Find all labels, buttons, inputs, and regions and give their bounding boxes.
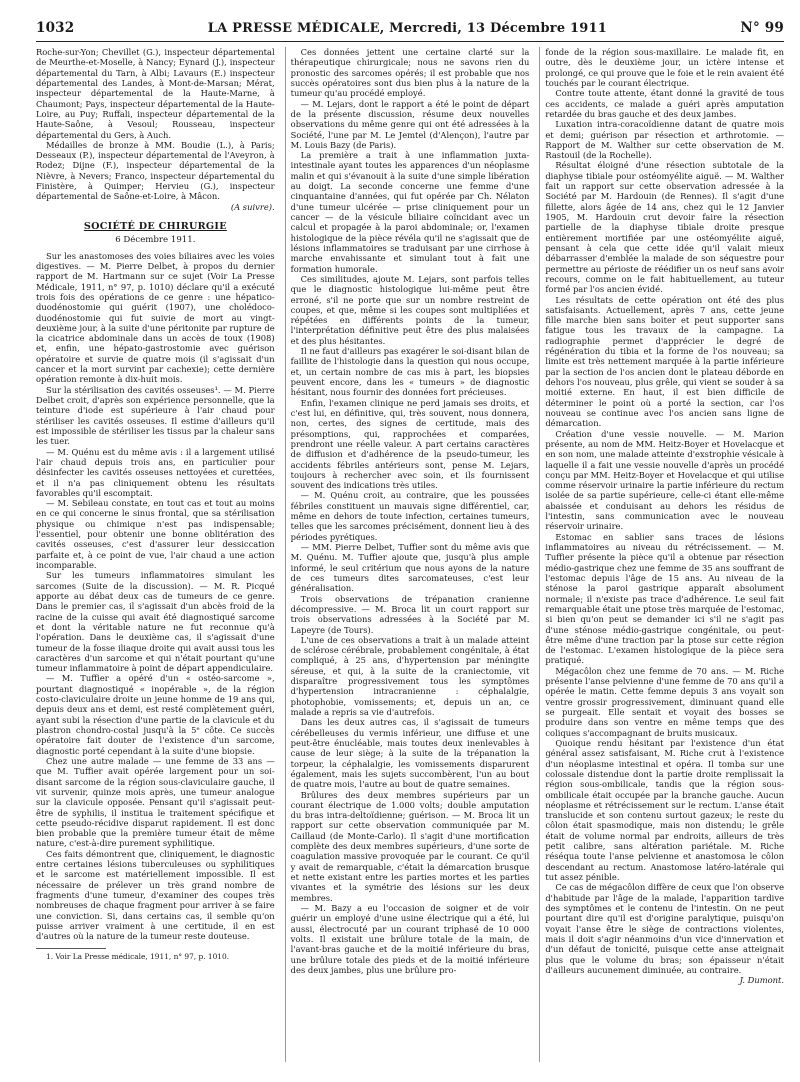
paragraph: fonde de la région sous-maxillaire. Le malade fit, en outre, dès le deuxième jour, un ictère intense et prolongé, ce qui prouve que le foie et le rein avaient été touchés par le courant électrique. — [545, 47, 784, 88]
paragraph: La première a trait à une inflammation juxta-intestinale ayant toutes les apparences d'un néoplasme malin et qui s'évanouit à la suite d'une simple libération au doigt. La seconde concerne une femme d'une cinquantaine d'années, qui fut opérée par Ch. Nélaton d'une tumeur ulcérée — prise cliniquement pour un cancer — de la vésicule biliaire coïncidant avec un calcul et propagée à la paroi abdominale; or, l'examen histologique de la pièce révéla qu'il ne s'agissait que de lésions inflammatoires se traduisant par une cirrhose à marche envahissante et simulant tout à fait une formation humorale. — [290, 150, 530, 274]
paragraph: Roche-sur-Yon; Chevillet (G.), inspecteur départemental de Meurthe-et-Moselle, à Nancy; Eynard (J.), inspecteur départemental du Tarn, à Albi; Lavaurs (E.) inspecteur départemental des Landes, à Mont-de-Marsan; Mérat, inspecteur départemental de la Haute-Marne, à Chaumont; Pays, inspecteur départemental de la Haute-Loire, au Puy; Ruffali, inspecteur départemental de la Haute-Saône, à Vesoul; Rousseau, inspecteur départemental du Gers, à Auch. — [36, 47, 275, 140]
footnote: 1. Voir La Presse médicale, 1911, n° 97, p. 1010. — [46, 951, 230, 961]
paragraph: — M. Lejars, dont le rapport a été le point de départ de la présente discussion, résume deux nouvelles observations du même genre qui ont été adressées à la Société, l'une par M. Le Jemtel (d'Alençon), l'autre par M. Louis Bazy (de Paris). — [290, 98, 530, 150]
column-3 — [539, 47, 784, 1062]
paragraph: Ces similitudes, ajoute M. Lejars, sont parfois telles que le diagnostic histologique lui-même peut être erroné, s'il ne porte que sur un nombre restreint de coupes, et que, même si les coupes sont multipliées et répétées en différents points de la tumeur, l'interprétation définitive peut être des plus malaisées et des plus hésitantes. — [290, 273, 530, 346]
paragraph: — M. Tuffier a opéré d'un « ostéo-sarcome », pourtant diagnostiqué « inopérable », de la région costo-claviculaire droite un jeune homme de 19 ans qui, depuis deux ans et demi, est resté complètement guéri, ayant subi la résection d'une partie de la clavicule et du plastron chondro-costal jusqu'à la 5ᵉ côte. Ce succès opératoire fait douter de l'existence d'un sarcome, diagnostic porté cependant à la suite d'une biopsie. — [36, 673, 275, 756]
paragraph: Il ne faut d'ailleurs pas exagérer le soi-disant bilan de faillite de l'histologie dans la question qui nous occupe, et, un certain nombre de cas mis à part, les biopsies peuvent encore, dans les « tumeurs » de diagnostic hésitant, nous fournir des données fort précieuses. — [290, 346, 530, 398]
paragraph: Création d'une vessie nouvelle. — M. Marion présente, au nom de MM. Heitz-Boyer et Hovelacque et en son nom, une malade atteinte d'exstrophie vésicale à laquelle il a fait une vessie nouvelle d'après un procédé conçu par MM. Heitz-Boyer et Hovelacque et qui utilise comme réservoir urinaire la partie inférieure du rectum isolée de sa partie supérieure, celle-ci étant elle-même abaissée et conduisant au dehors les résidus de l'intestin, sans communication avec le nouveau réservoir urinaire. — [545, 428, 784, 532]
footnote-rule — [36, 948, 106, 949]
paragraph: Sur la stérilisation des cavités osseuses¹. — M. Pierre Delbet croit, d'après son expérience personnelle, que la teinture d'iode est supérieure à l'air chaud pour stériliser les cavités osseuses. Il estime d'ailleurs qu'il est impossible de stériliser les tissus par la chaleur sans les tuer. — [36, 384, 275, 447]
paragraph: Les résultats de cette opération ont été des plus satisfaisants. Actuellement, après 7 ans, cette jeune fille marche bien sans boiter et peut supporter sans fatigue tous les travaux de la campagne. La radiographie permet d'apprécier le degré de régénération du tibia et la forme de l'os nouveau; sa limite est très nettement marquée à la partie inférieure par la section de l'os ancien dont le plateau déborde en dehors l'os nouveau, plus grêle, qui vient se souder à sa moitié externe. En haut, il est bien difficile de déterminer le point où a porté la section, car l'os nouveau se continue avec l'os ancien sans ligne de démarcation. — [545, 294, 784, 429]
paragraph: Ces données jettent une certaine clarté sur la thérapeutique chirurgicale; nous ne savons rien du pronostic des sarcomes opérés; il est probable que nos succès opératoires sont dus bien plus à la nature de la tumeur qu'au procédé employé. — [290, 47, 530, 99]
paragraph: Résultat éloigné d'une résection subtotale de la diaphyse tibiale pour ostéomyélite aiguë. — M. Walther fait un rapport sur cette observation adressée à la Société par M. Hardouin (de Rennes). Il s'agit d'une fillette, alors âgée de 14 ans, chez qui le 12 Janvier 1905, M. Hardouin crut devoir faire la résection partielle de la diaphyse tibiale droite presque entièrement mortifiée par une ostéomyélite aiguë, pensant à cela que cette idée qu'il valait mieux débarrasser d'emblée la malade de son séquestre pour permettre au périoste de réédifier un os neuf sans avoir recours, comme on le fait habituellement, au tuteur formé par l'os ancien évidé. — [545, 160, 784, 295]
paragraph: Chez une autre malade — une femme de 33 ans — que M. Tuffier avait opérée largement pour un soi-disant sarcome de la région sous-claviculaire gauche, il vit survenir, quinze mois après, une tumeur analogue sur la clavicule opposée. Pensant qu'il s'agissait peut-être de syphilis, il institua le traitement spécifique et cette pseudo-récidive disparut rapidement. Il est donc bien probable que la première tumeur était de même nature, c'est-à-dire purement syphilitique. — [36, 755, 275, 849]
paragraph: — M. Sebileau constate, en tout cas et tout au moins en ce qui concerne le sinus frontal, que sa stérilisation physique ou chimique n'est pas indispensable; l'essentiel, pour obtenir une bonne oblitération des cavités osseuses, c'est d'assurer leur dessiccation parfaite et, à ce point de vue, l'air chaud a une action incomparable. — [36, 498, 275, 570]
paragraph: — M. Quénu est du même avis : il a largement utilisé l'air chaud depuis trois ans, en particulier pour désinfecter les cavités osseuses nettoyées et curettées, et il n'a pas cliniquement obtenu les résultats favorables qu'il escomptait. — [36, 446, 275, 498]
paragraph: Estomac en sablier sans traces de lésions inflammatoires au niveau du rétrécissement. — M. Tuffier présente la pièce qu'il a obtenue par résection médio-gastrique chez une femme de 35 ans souffrant de l'estomac depuis l'âge de 15 ans. Au niveau de la sténose la paroi gastrique apparaît absolument normale; il n'existe pas trace d'adhérence. Le seul fait remarquable était une ptose très marquée de l'estomac, si bien qu'on peut se demander ici s'il ne s'agit pas d'une sténose médio-gastrique congénitale, ou peut-être même d'une traction par la ptose sur cette région de l'estomac. L'examen histologique de la pièce sera pratiqué. — [545, 531, 784, 666]
page-number: 1032 — [36, 20, 75, 36]
paragraph: Contre toute attente, étant donné la gravité de tous ces accidents, ce malade a guéri après amputation retardée du bras gauche et des deux jambes. — [545, 88, 784, 119]
paragraph: Quoique rendu hésitant par l'existence d'un état général assez satisfaisant, M. Riche crut à l'existence d'un néoplasme intestinal et opéra. Il tomba sur une colossale distendue dont la partie droite remplissait la région sous-ombilicale, tandis que la région sous-ombilicale était occupée par la branche gauche. Aucun néoplasme et rétrécissement sur le rectum. L'anse était translucide et son contenu surtout gazeux; le reste du côlon était spasmodique, mais non distendu; le grêle était de volume normal par endroits, ailleurs de très petit calibre, sans altération pariétale. M. Riche réséqua toute l'anse pelvienne et anastomosa le côlon descendant au rectum. Anastomose latéro-latérale qui tut assez pénible. — [545, 737, 784, 882]
paragraph: Sur les anastomoses des voies biliaires avec les voies digestives. — M. Pierre Delbet, à propos du dernier rapport de M. Hartmann sur ce sujet (Voir La Presse Médicale, 1911, n° 97, p. 1010) déclare qu'il a exécuté trois fois des opérations de ce genre : une hépatico-duodénostomie qui guérit (1907), une cholédoco-duodénostomie qui fut suivie de mort au vingt-deuxième jour, à la suite d'une péritonite par rupture de la cicatrice abdominale dans un accès de toux (1908) et, enfin, une hépato-gastrostomie avec guérison opératoire et survie de quatre mois (il s'agissait d'un cancer et la mort survint par cachexie); cette dernière opération remonte à dix-huit mois. — [36, 250, 275, 385]
newspaper-page — [36, 20, 784, 1072]
paragraph: Luxation intra-coracoïdienne datant de quatre mois et demi; guérison par résection et arthrotomie. — Rapport de M. Walther sur cette observation de M. Rastouil (de la Rochelle). — [545, 119, 784, 161]
column-2 — [285, 47, 530, 1062]
paragraph: Mégacôlon chez une femme de 70 ans. — M. Riche présente l'anse pelvienne d'une femme de 70 ans qu'il a opérée le matin. Cette femme depuis 3 ans voyait son ventre grossir progressivement, diminuant quand elle se purgeait. Elle sentait et voyait des bosses se produire dans son ventre en même temps que des coliques s'accompagnant de bruits musicaux. — [545, 665, 784, 738]
paragraph: Trois observations de trépanation cranienne décompressive. — M. Broca lit un court rapport sur trois observations adressées à la Société par M. Lapeyre (de Tours). — [290, 593, 530, 635]
text-columns — [36, 47, 784, 1062]
paragraph: Brûlures des deux membres supérieurs par un courant électrique de 1.000 volts; double amputation du bras intra-deltoïdienne; guérison. — M. Broca lit un rapport sur cette observation communiquée par M. Caillaud (de Monte-Carlo). Il s'agit d'une mortification complète des deux membres supérieurs, d'une sorte de coagulation massive provoquée par le courant. Ce qu'il y avait de remarquable, c'était la démarcation brusque et nette existant entre les parties mortes et les parties vivantes et la symétrie des lésions sur les deux membres. — [290, 789, 530, 903]
paragraph: — M. Bazy a eu l'occasion de soigner et de voir guérir un employé d'une usine électrique qui a été, lui aussi, électrocuté par un courant triphasé de 10 000 volts. Il existait une brûlure totale de la main, de l'avant-bras gauche et de la moitié inférieure du bras, une brûlure totale des pieds et de la moitié inférieure des deux jambes, plus une brûlure pro- — [290, 902, 530, 975]
paragraph: Sur les tumeurs inflammatoires simulant les sarcomes (Suite de la discussion). — M. R. Picqué apporte au débat deux cas de tumeurs de ce genre. Dans le premier cas, il s'agissait d'un abcès froid de la racine de la cuisse qui avait été diagnostiqué sarcome et dont la véritable nature ne fut reconnue qu'à l'opération. Dans le deuxième cas, il s'agissait d'une tumeur de la fosse iliaque droite qui avait aussi tous les caractères d'un sarcome et qui n'était pourtant qu'une tumeur inflammatoire à point de départ appendiculaire. — [36, 570, 275, 674]
page-header — [36, 20, 784, 42]
paragraph: L'une de ces observations a trait à un malade atteint de sclérose cérébrale, probablement congénitale, à état compliqué, à 25 ans, d'hypertension par méningite séreuse, et qui, à la suite de la craniectomie, vit disparaître progressivement tous les symptômes d'hypertension intracranienne : céphalalgie, photophobie, vomissements; et, depuis un an, ce malade a repris sa vie d'autrefois. — [290, 634, 530, 717]
issue-number: N° 99 — [740, 20, 784, 36]
section-title: SOCIÉTÉ DE CHIRURGIE — [83, 221, 227, 232]
column-1 — [36, 47, 275, 1062]
journal-title: LA PRESSE MÉDICALE, Mercredi, 13 Décembre 1911 — [207, 21, 607, 36]
to-be-continued: (A suivre). — [230, 201, 275, 212]
paragraph: Dans les deux autres cas, il s'agissait de tumeurs cérébelleuses du vermis inférieur, une diffuse et une peut-être énucléable, mais toutes deux inenlevables à cause de leur siège; à la suite de la trépanation la torpeur, la céphalalgie, les vomissements disparurent également, mais les sujets succombèrent, l'un au bout de quatre mois, l'autre au bout de quatre semaines. — [290, 717, 530, 790]
paragraph: Médailles de bronze à MM. Boudie (L.), à Paris; Desseaux (P.), inspecteur départemental de l'Aveyron, à Rodez; Dijne (F.), inspecteur départemental de la Nièvre, à Nevers; Franco, inspecteur départemental du Finistère, à Quimper; Hervieu (G.), inspecteur départemental de Saône-et-Loire, à Mâcon. — [36, 139, 275, 202]
section-date: 6 Décembre 1911. — [115, 235, 196, 246]
paragraph: Enfin, l'examen clinique ne perd jamais ses droits, et c'est lui, en définitive, qui, très souvent, nous donnera, non, certes, des signes de certitude, mais des présomptions, qui, rapprochées et comparées, prendront une réelle valeur. A part certains caractères de diffusion et d'adhérence de la pseudo-tumeur, les accidents fébriles antérieurs sont, pense M. Lejars, toujours à rechercher avec soin, et ils fournissent souvent des indications très utiles. — [290, 397, 530, 491]
paragraph: Ces faits démontrent que, cliniquement, le diagnostic entre certaines lésions tuberculeuses ou syphilitiques et le sarcome est matériellement impossible. Il est nécessaire de prélever un très grand nombre de fragments d'une tumeur, d'examiner des coupes très nombreuses de chaque fragment pour arriver à se faire une conviction. Si, dans certains cas, il semble qu'on puisse arriver vraiment à une certitude, il en est d'autres où la nature de la tumeur reste douteuse. — [36, 848, 275, 942]
author-signature: J. Dumont. — [739, 975, 784, 986]
paragraph: — MM. Pierre Delbet, Tuffier sont du même avis que M. Quénu. M. Tuffier ajoute que, jusqu'à plus ample informé, le seul critérium que nous ayons de la nature de ces tumeurs dites sarcomateuses, c'est leur généralisation. — [290, 542, 530, 594]
paragraph: — M. Quénu croit, au contraire, que les poussées fébriles constituent un mauvais signe différentiel, car, même en dehors de toute infection, certaines tumeurs, telles que les sarcomes précisément, donnent lieu à des périodes pyrétiques. — [290, 490, 530, 542]
paragraph: Ce cas de mégacôlon diffère de ceux que l'on observe d'habitude par l'âge de la malade, l'apparition tardive des symptômes et le contenu de l'intestin. On ne peut pourtant dire qu'il est d'origine paralytique, puisqu'on voyait l'anse être le siège de contractions violentes, mais il doit s'agir néanmoins d'un vice d'innervation et d'un défaut de tonicité, puisque cette anse atteignait plus que le volume du bras; son épaisseur n'était d'ailleurs aucunement diminuée, au contraire. — [545, 882, 784, 975]
